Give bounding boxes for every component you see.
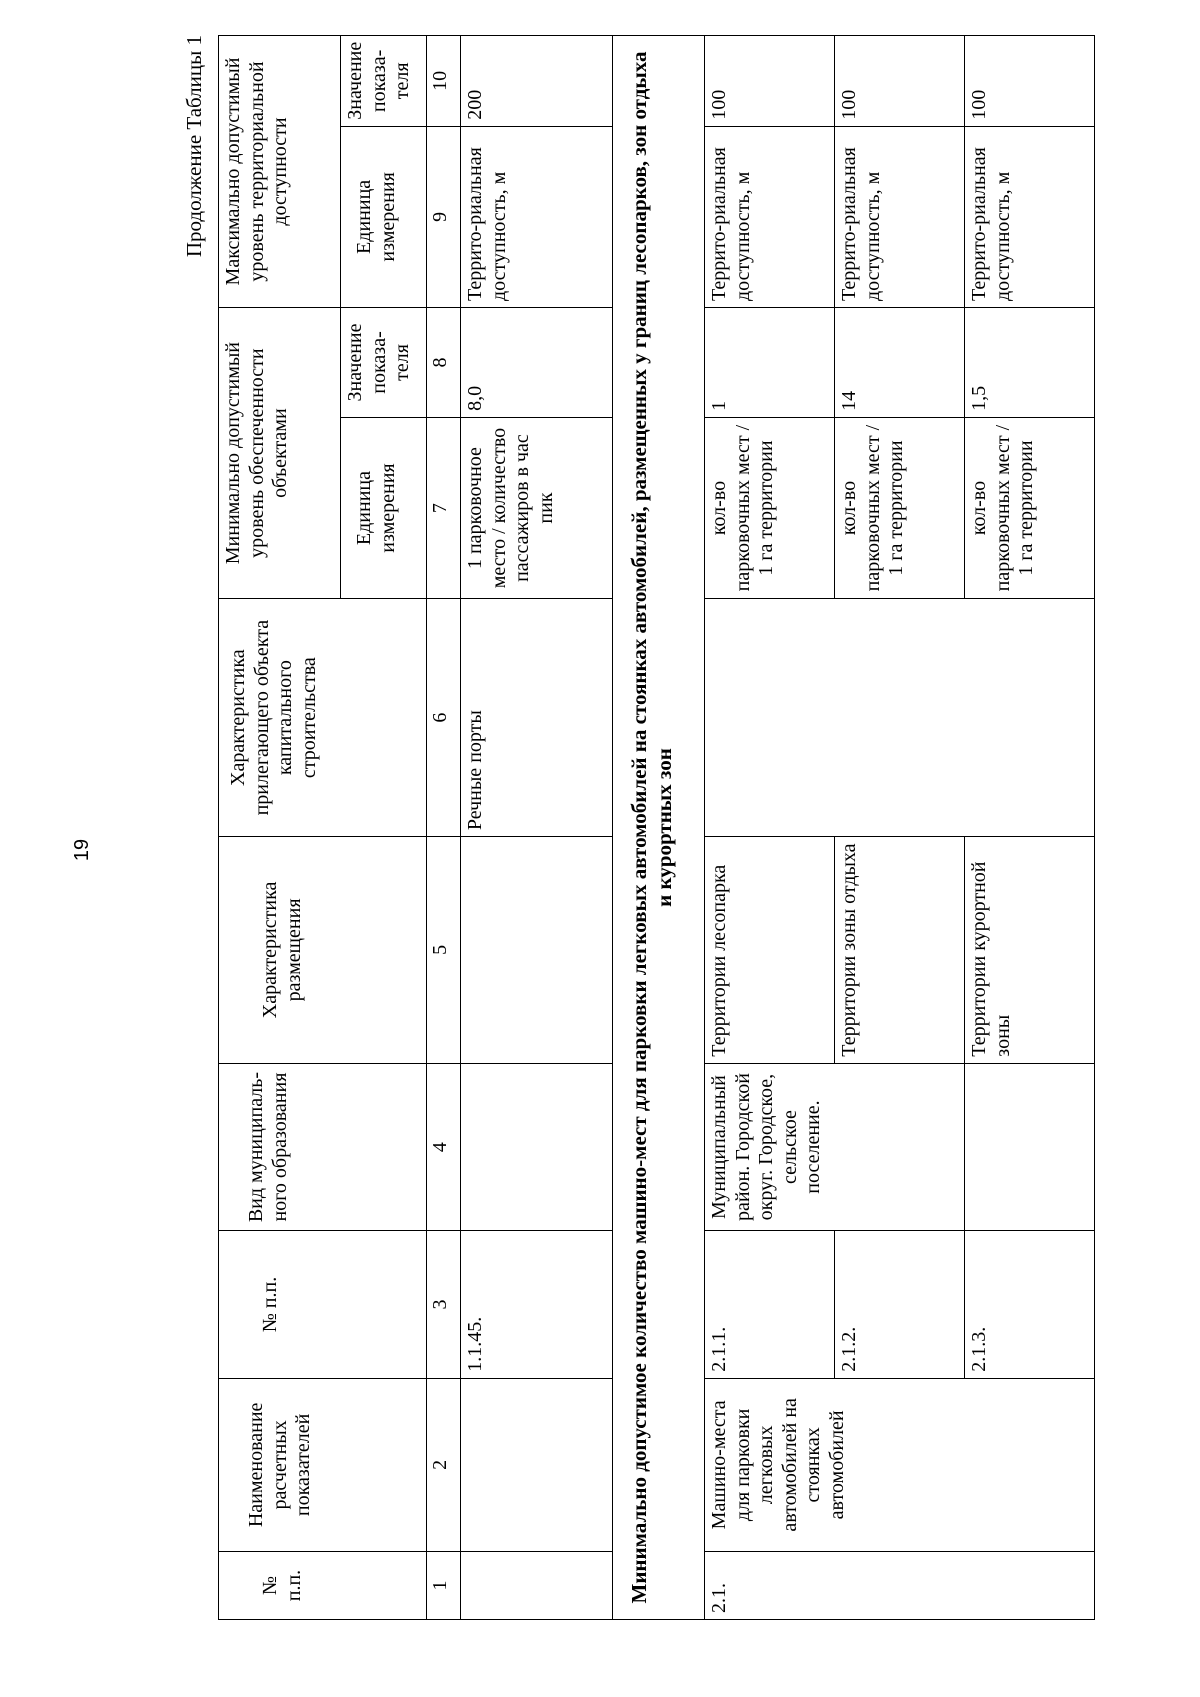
cell-empty <box>461 1063 613 1231</box>
row-1145-value-max: 200 <box>461 36 613 127</box>
cell-empty <box>461 1378 613 1551</box>
row-213-value-max: 100 <box>965 36 1095 127</box>
section-21-name: Машино-места для парковки легковых автомобилей на стоянках автомобилей <box>705 1378 1095 1551</box>
norms-table <box>218 35 1095 1620</box>
header-row-1 <box>219 36 341 1620</box>
header-col10: Значение показа-теля <box>341 36 427 127</box>
colnum-5: 5 <box>427 837 461 1064</box>
header-group-min: Минимально допустимый уровень обеспеченности объектами <box>219 308 341 599</box>
row-213-unit-min: кол-во парковочных мест / 1 га территории <box>965 417 1095 598</box>
header-col3: № п.п. <box>219 1231 427 1378</box>
header-col6: Характеристика прилегающего объекта капитального строительства <box>219 599 427 837</box>
colnum-3: 3 <box>427 1231 461 1378</box>
row-1145-value-min: 8,0 <box>461 308 613 418</box>
colnum-9: 9 <box>427 126 461 307</box>
rotated-table-sheet <box>180 35 1050 1620</box>
row-213-value-min: 1,5 <box>965 308 1095 418</box>
cell-empty <box>461 837 613 1064</box>
row-211-placement: Территории лесопарка <box>705 837 835 1064</box>
cell-empty <box>965 599 1095 837</box>
cell-empty <box>965 1063 1095 1231</box>
row-213-unit-max: Террито-риальная доступность, м <box>965 126 1095 307</box>
page-number: 19 <box>70 838 93 862</box>
header-col9: Единица измерения <box>341 126 427 307</box>
row-1145-unit-max: Террито-риальная доступность, м <box>461 126 613 307</box>
colnum-8: 8 <box>427 308 461 418</box>
column-numbers-row <box>427 36 461 1620</box>
header-col7: Единица измерения <box>341 417 427 598</box>
row-212-unit-min: кол-во парковочных мест / 1 га территории <box>835 417 965 598</box>
cell-empty <box>461 1552 613 1620</box>
header-col1: № п.п. <box>219 1552 427 1620</box>
row-211-unit-max: Террито-риальная доступность, м <box>705 126 835 307</box>
header-col5: Характеристика размещения <box>219 837 427 1064</box>
row-212-value-min: 14 <box>835 308 965 418</box>
section-title-row <box>613 36 705 1620</box>
row-211-value-min: 1 <box>705 308 835 418</box>
colnum-4: 4 <box>427 1063 461 1231</box>
row-212-value-max: 100 <box>835 36 965 127</box>
colnum-6: 6 <box>427 599 461 837</box>
row-2-1-1 <box>705 36 835 1620</box>
colnum-10: 10 <box>427 36 461 127</box>
row-1145-num: 1.1.45. <box>461 1231 613 1378</box>
row-211-value-max: 100 <box>705 36 835 127</box>
row-211-num: 2.1.1. <box>705 1231 835 1378</box>
row-213-num: 2.1.3. <box>965 1231 1095 1378</box>
row-212-placement: Территории зоны отдыха <box>835 837 965 1064</box>
row-212-num: 2.1.2. <box>835 1231 965 1378</box>
row-212-unit-max: Террито-риальная доступность, м <box>835 126 965 307</box>
section-title: Минимально допустимое количество машино-мест для парковки легковых автомобилей на стоянках автомобилей, размещенных у границ лесопарков, зон отдыха и курортных зон <box>613 36 705 1620</box>
table-caption: Продолжение Таблицы 1 <box>182 35 206 258</box>
section-21-municipality: Муниципальный район. Городской округ. Городское, сельское поселение. <box>705 1063 965 1231</box>
colnum-1: 1 <box>427 1552 461 1620</box>
row-1145-object: Речные порты <box>461 599 613 837</box>
header-col8: Значение показа-теля <box>341 308 427 418</box>
colnum-7: 7 <box>427 417 461 598</box>
cell-empty <box>705 599 835 837</box>
cell-empty <box>835 599 965 837</box>
header-col4: Вид муниципаль-ного образования <box>219 1063 427 1231</box>
row-1-1-45 <box>461 36 613 1620</box>
header-group-max: Максимально допустимый уровень территориальной доступности <box>219 36 341 308</box>
row-213-placement: Территории курортной зоны <box>965 837 1095 1064</box>
colnum-2: 2 <box>427 1378 461 1551</box>
row-211-unit-min: кол-во парковочных мест / 1 га территории <box>705 417 835 598</box>
section-21-num: 2.1. <box>705 1552 1095 1620</box>
header-col2: Наименование расчетных показателей <box>219 1378 427 1551</box>
row-1145-unit-min: 1 парковочное место / количество пассажиров в час пик <box>461 417 613 598</box>
